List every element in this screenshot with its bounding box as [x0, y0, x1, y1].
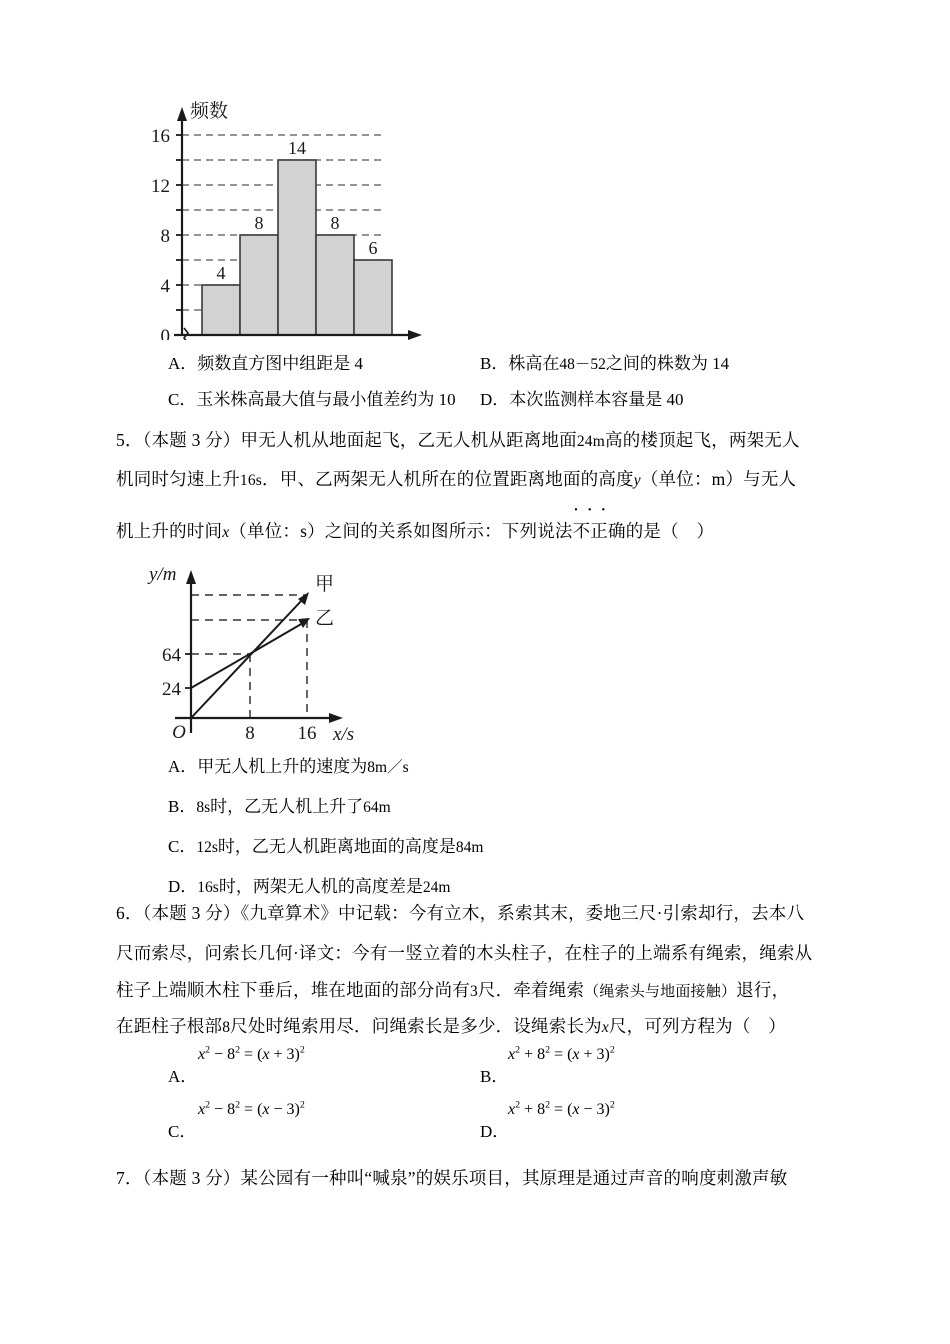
- frequency-histogram-figure: [140, 95, 560, 345]
- q4-option-a-text: 频数直方图中组距是 4: [197, 354, 364, 373]
- q7-number: 7．: [116, 1168, 143, 1188]
- q6-line2: 尺而索尽，问索长几何·译文：今有一竖立着的木头柱子，在柱子的上端系有绳索，绳索从: [116, 943, 813, 963]
- q5-option-d-text: 时，两架无人机的高度差是: [218, 877, 423, 896]
- q5-option-b[interactable]: [168, 792, 391, 817]
- q4-option-a-label: A．: [168, 354, 198, 373]
- bar-value-4: 6: [368, 238, 378, 258]
- bar-56-60: [354, 260, 392, 335]
- q6-line1: 《九章算术》中记载：今有立木，系索其末，委地三尺·引索却行，去本八: [240, 903, 805, 923]
- q6-line4-c: 尺，可列方程为（ ）: [608, 1016, 786, 1036]
- q7-line1: 某公园有一种叫“喊泉”的娱乐项目，其原理是通过声音的响度刺激声敏: [240, 1168, 788, 1188]
- q5-option-b-math-post: 64m: [363, 799, 391, 816]
- q6-option-b-formula: $x^2 + 8^2 = (x + 3)^2$: [508, 1044, 615, 1063]
- y-axis-arrow: [177, 107, 187, 121]
- q5-line2-math: 16s: [239, 472, 263, 489]
- q5-option-c[interactable]: [168, 832, 483, 857]
- q5-number: 5．: [116, 430, 143, 450]
- q6-option-c[interactable]: [168, 1117, 196, 1142]
- q6-line4-b: 尺处时绳索用尽．问绳索长是多少．设绳索长为: [230, 1016, 602, 1036]
- q5-option-d-math-post: 24m: [422, 879, 451, 896]
- q6-option-d-formula: $x^2 + 8^2 = (x - 3)^2$: [508, 1099, 615, 1118]
- q6-line3-c: 退行，: [736, 980, 790, 1000]
- q4-option-b-label: B．: [480, 354, 509, 373]
- bar-48-52: [278, 160, 316, 335]
- q5-line3-var: x: [222, 524, 230, 541]
- q5-option-d-label: D．: [168, 877, 198, 896]
- q5-option-c-math-pre: 12s: [196, 839, 218, 856]
- q6-line4-var: x: [601, 1019, 609, 1036]
- histogram-bars: [202, 160, 392, 335]
- drone-line-graph-svg: [135, 558, 425, 758]
- frequency-histogram-svg: [140, 95, 560, 340]
- q5-option-a-text: 甲无人机上升的速度为: [197, 757, 368, 776]
- q6-stem-line4: [116, 1013, 786, 1039]
- q5-option-a-label: A．: [168, 757, 198, 776]
- q5-line2-c: （单位：m）与无人: [640, 469, 797, 489]
- y-tick-label-3: 12: [151, 176, 170, 197]
- q6-number: 6．: [116, 903, 143, 923]
- q4-option-b-text-post: 之间的株数为 14: [605, 354, 730, 373]
- q4-option-d-text: 本次监测样本容量是 40: [509, 390, 684, 409]
- q5-option-c-label: C．: [168, 837, 197, 856]
- q5-marks: （本题 3 分）: [142, 430, 241, 450]
- q5-option-b-text: 时，乙无人机上升了: [210, 797, 364, 816]
- q6-stem-line1: [116, 900, 804, 926]
- y-tick-label-0: 0: [160, 326, 170, 340]
- line-series-jia: [191, 599, 303, 718]
- bar-value-3: 8: [330, 213, 340, 233]
- q6-option-a-label: A．: [168, 1067, 198, 1086]
- x-axis-arrow: [408, 330, 422, 340]
- q5-line2-a: 机同时匀速上升: [116, 469, 240, 489]
- q5-option-d[interactable]: [168, 872, 450, 897]
- series-label-yi: 乙: [315, 608, 335, 629]
- bar-value-0: 4: [216, 263, 226, 283]
- bar-40-44: [202, 285, 240, 335]
- x-tick-label-16: 16: [297, 723, 317, 744]
- q5-line2-b: ．甲、乙两架无人机所在的位置距离地面的高度: [262, 469, 634, 489]
- q4-option-c-label: C．: [168, 390, 197, 409]
- q5-option-b-label: B．: [168, 797, 197, 816]
- q4-option-b-text-pre: 株高在: [508, 354, 560, 373]
- q5-line1-math: 24m: [576, 433, 605, 450]
- line-series-yi: [191, 623, 303, 688]
- q4-option-b[interactable]: [480, 349, 729, 374]
- q6-option-c-label: C．: [168, 1122, 197, 1141]
- q6-option-d-label: D．: [480, 1122, 510, 1141]
- bar-52-56: [316, 235, 354, 335]
- q5-line1-b: 高的楼顶起飞，两架无人: [605, 430, 800, 450]
- q4-option-a[interactable]: [168, 349, 363, 374]
- q5-option-a[interactable]: [168, 752, 409, 777]
- q5-option-c-text: 时，乙无人机距离地面的高度是: [217, 837, 456, 856]
- x-tick-label-8: 8: [245, 723, 255, 744]
- q5-option-d-math-pre: 16s: [197, 879, 219, 896]
- x-axis-title: x/s: [333, 724, 355, 745]
- q5-stem-line3: [116, 518, 714, 544]
- series-label-jia: 甲: [315, 574, 335, 595]
- q5-line3-c: 的是（ ）: [625, 521, 715, 541]
- q6-line3-a: 柱子上端顺木柱下垂后，堆在地面的部分尚有: [116, 980, 470, 1000]
- q5-line2-var: y: [633, 472, 641, 489]
- x-axis-arrow: [329, 713, 343, 723]
- bar-44-48: [240, 235, 278, 335]
- y-tick-label-4: 16: [151, 126, 170, 147]
- q4-option-d[interactable]: [480, 385, 684, 410]
- q6-line3-m: 3: [470, 983, 478, 1000]
- q4-option-c[interactable]: [168, 385, 456, 410]
- bar-value-1: 8: [254, 213, 264, 233]
- q5-line1-a: 甲无人机从地面起飞，乙无人机从距离地面: [240, 430, 577, 450]
- q5-option-b-math-pre: 8s: [196, 799, 211, 816]
- q6-line3-b: 尺．牵着绳索: [477, 980, 585, 1000]
- q6-option-b[interactable]: [480, 1062, 508, 1087]
- q6-stem-line2: [116, 940, 812, 966]
- q6-marks: （本题 3 分）: [142, 903, 241, 923]
- q7-marks: （本题 3 分）: [142, 1168, 241, 1188]
- y-tick-label-1: 4: [160, 276, 170, 297]
- q5-stem-line2: [116, 466, 796, 492]
- q6-option-a[interactable]: [168, 1062, 197, 1087]
- line-yi-arrow: [298, 618, 310, 628]
- q4-option-c-text: 玉米株高最大值与最小值差约为 10: [196, 390, 456, 409]
- q6-line3-paren: （绳索头与地面接触）: [584, 984, 737, 1000]
- q5-line3-b: （单位：s）之间的关系如图所示：下列说法: [229, 521, 573, 541]
- drone-line-graph-figure: [135, 558, 425, 763]
- q6-line4-m: 8: [222, 1019, 231, 1036]
- y-axis-title: 频数: [190, 101, 229, 122]
- q6-option-b-label: B．: [480, 1067, 509, 1086]
- y-tick-label-2: 8: [160, 226, 170, 247]
- q6-option-a-formula: $x^2 - 8^2 = (x + 3)^2$: [198, 1044, 305, 1063]
- q5-line3-emphasis: ··· 不正确: [573, 518, 626, 544]
- y-axis-title: y/m: [149, 564, 177, 585]
- y-tick-label-64: 64: [162, 645, 181, 666]
- q4-option-d-label: D．: [480, 390, 510, 409]
- y-axis-arrow: [186, 570, 196, 584]
- q4-option-b-math: 48－52: [559, 356, 606, 373]
- q5-option-a-math: 8m／s: [367, 759, 409, 776]
- q6-option-c-formula: $x^2 - 8^2 = (x - 3)^2$: [198, 1099, 305, 1118]
- q5-stem-line1: [116, 427, 800, 453]
- q6-line4-a: 在距柱子根部: [116, 1016, 223, 1036]
- q5-line3-a: 机上升的时间: [116, 521, 223, 541]
- q6-stem-line3: [116, 977, 789, 1004]
- q5-option-c-math-post: 84m: [455, 839, 484, 856]
- q6-option-d[interactable]: [480, 1117, 509, 1142]
- origin-label: O: [172, 722, 186, 743]
- q7-stem-line1: [116, 1165, 787, 1191]
- y-tick-label-24: 24: [162, 679, 181, 700]
- bar-value-2: 14: [288, 138, 306, 158]
